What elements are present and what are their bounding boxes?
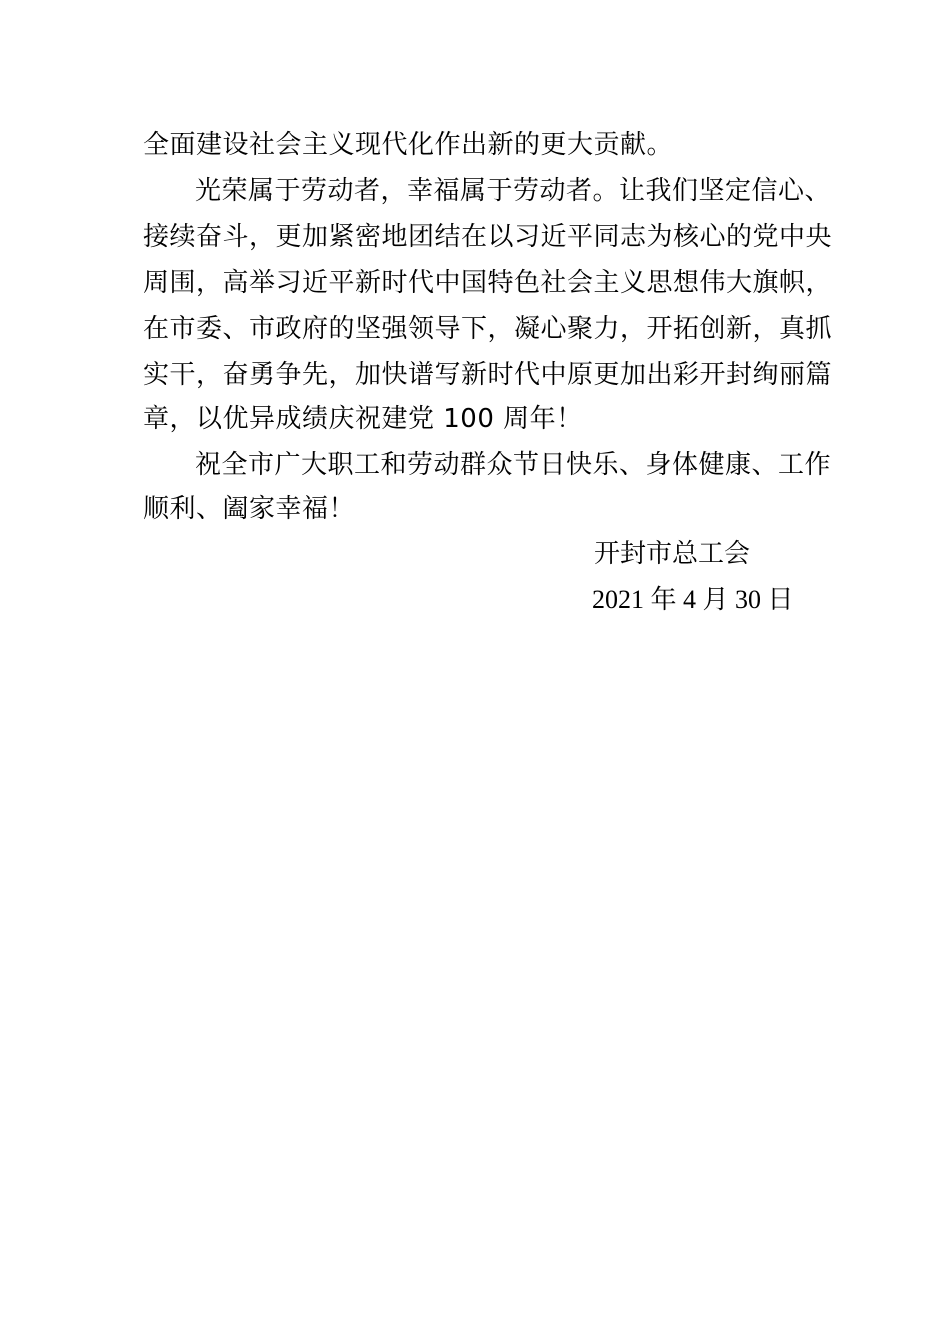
paragraph-line-7: 章，以优异成绩庆祝建党 100 周年！ xyxy=(143,404,583,434)
paragraph-line-2: 光荣属于劳动者，幸福属于劳动者。让我们坚定信心、 xyxy=(195,176,832,206)
signature-organization: 开封市总工会 xyxy=(594,539,751,569)
paragraph-line-6: 实干，奋勇争先，加快谱写新时代中原更加出彩开封绚丽篇 xyxy=(143,360,833,390)
paragraph-line-3: 接续奋斗，更加紧密地团结在以习近平同志为核心的党中央 xyxy=(143,222,833,252)
paragraph-line-8: 祝全市广大职工和劳动群众节日快乐、身体健康、工作 xyxy=(195,450,832,480)
paragraph-line-1: 全面建设社会主义现代化作出新的更大贡献。 xyxy=(143,130,674,160)
paragraph-line-9: 顺利、阖家幸福！ xyxy=(143,494,356,524)
paragraph-line-5: 在市委、市政府的坚强领导下，凝心聚力，开拓创新，真抓 xyxy=(143,314,833,344)
paragraph-line-4: 周围，高举习近平新时代中国特色社会主义思想伟大旗帜， xyxy=(143,268,833,298)
signature-date: 2021 年 4 月 30 日 xyxy=(592,585,794,614)
